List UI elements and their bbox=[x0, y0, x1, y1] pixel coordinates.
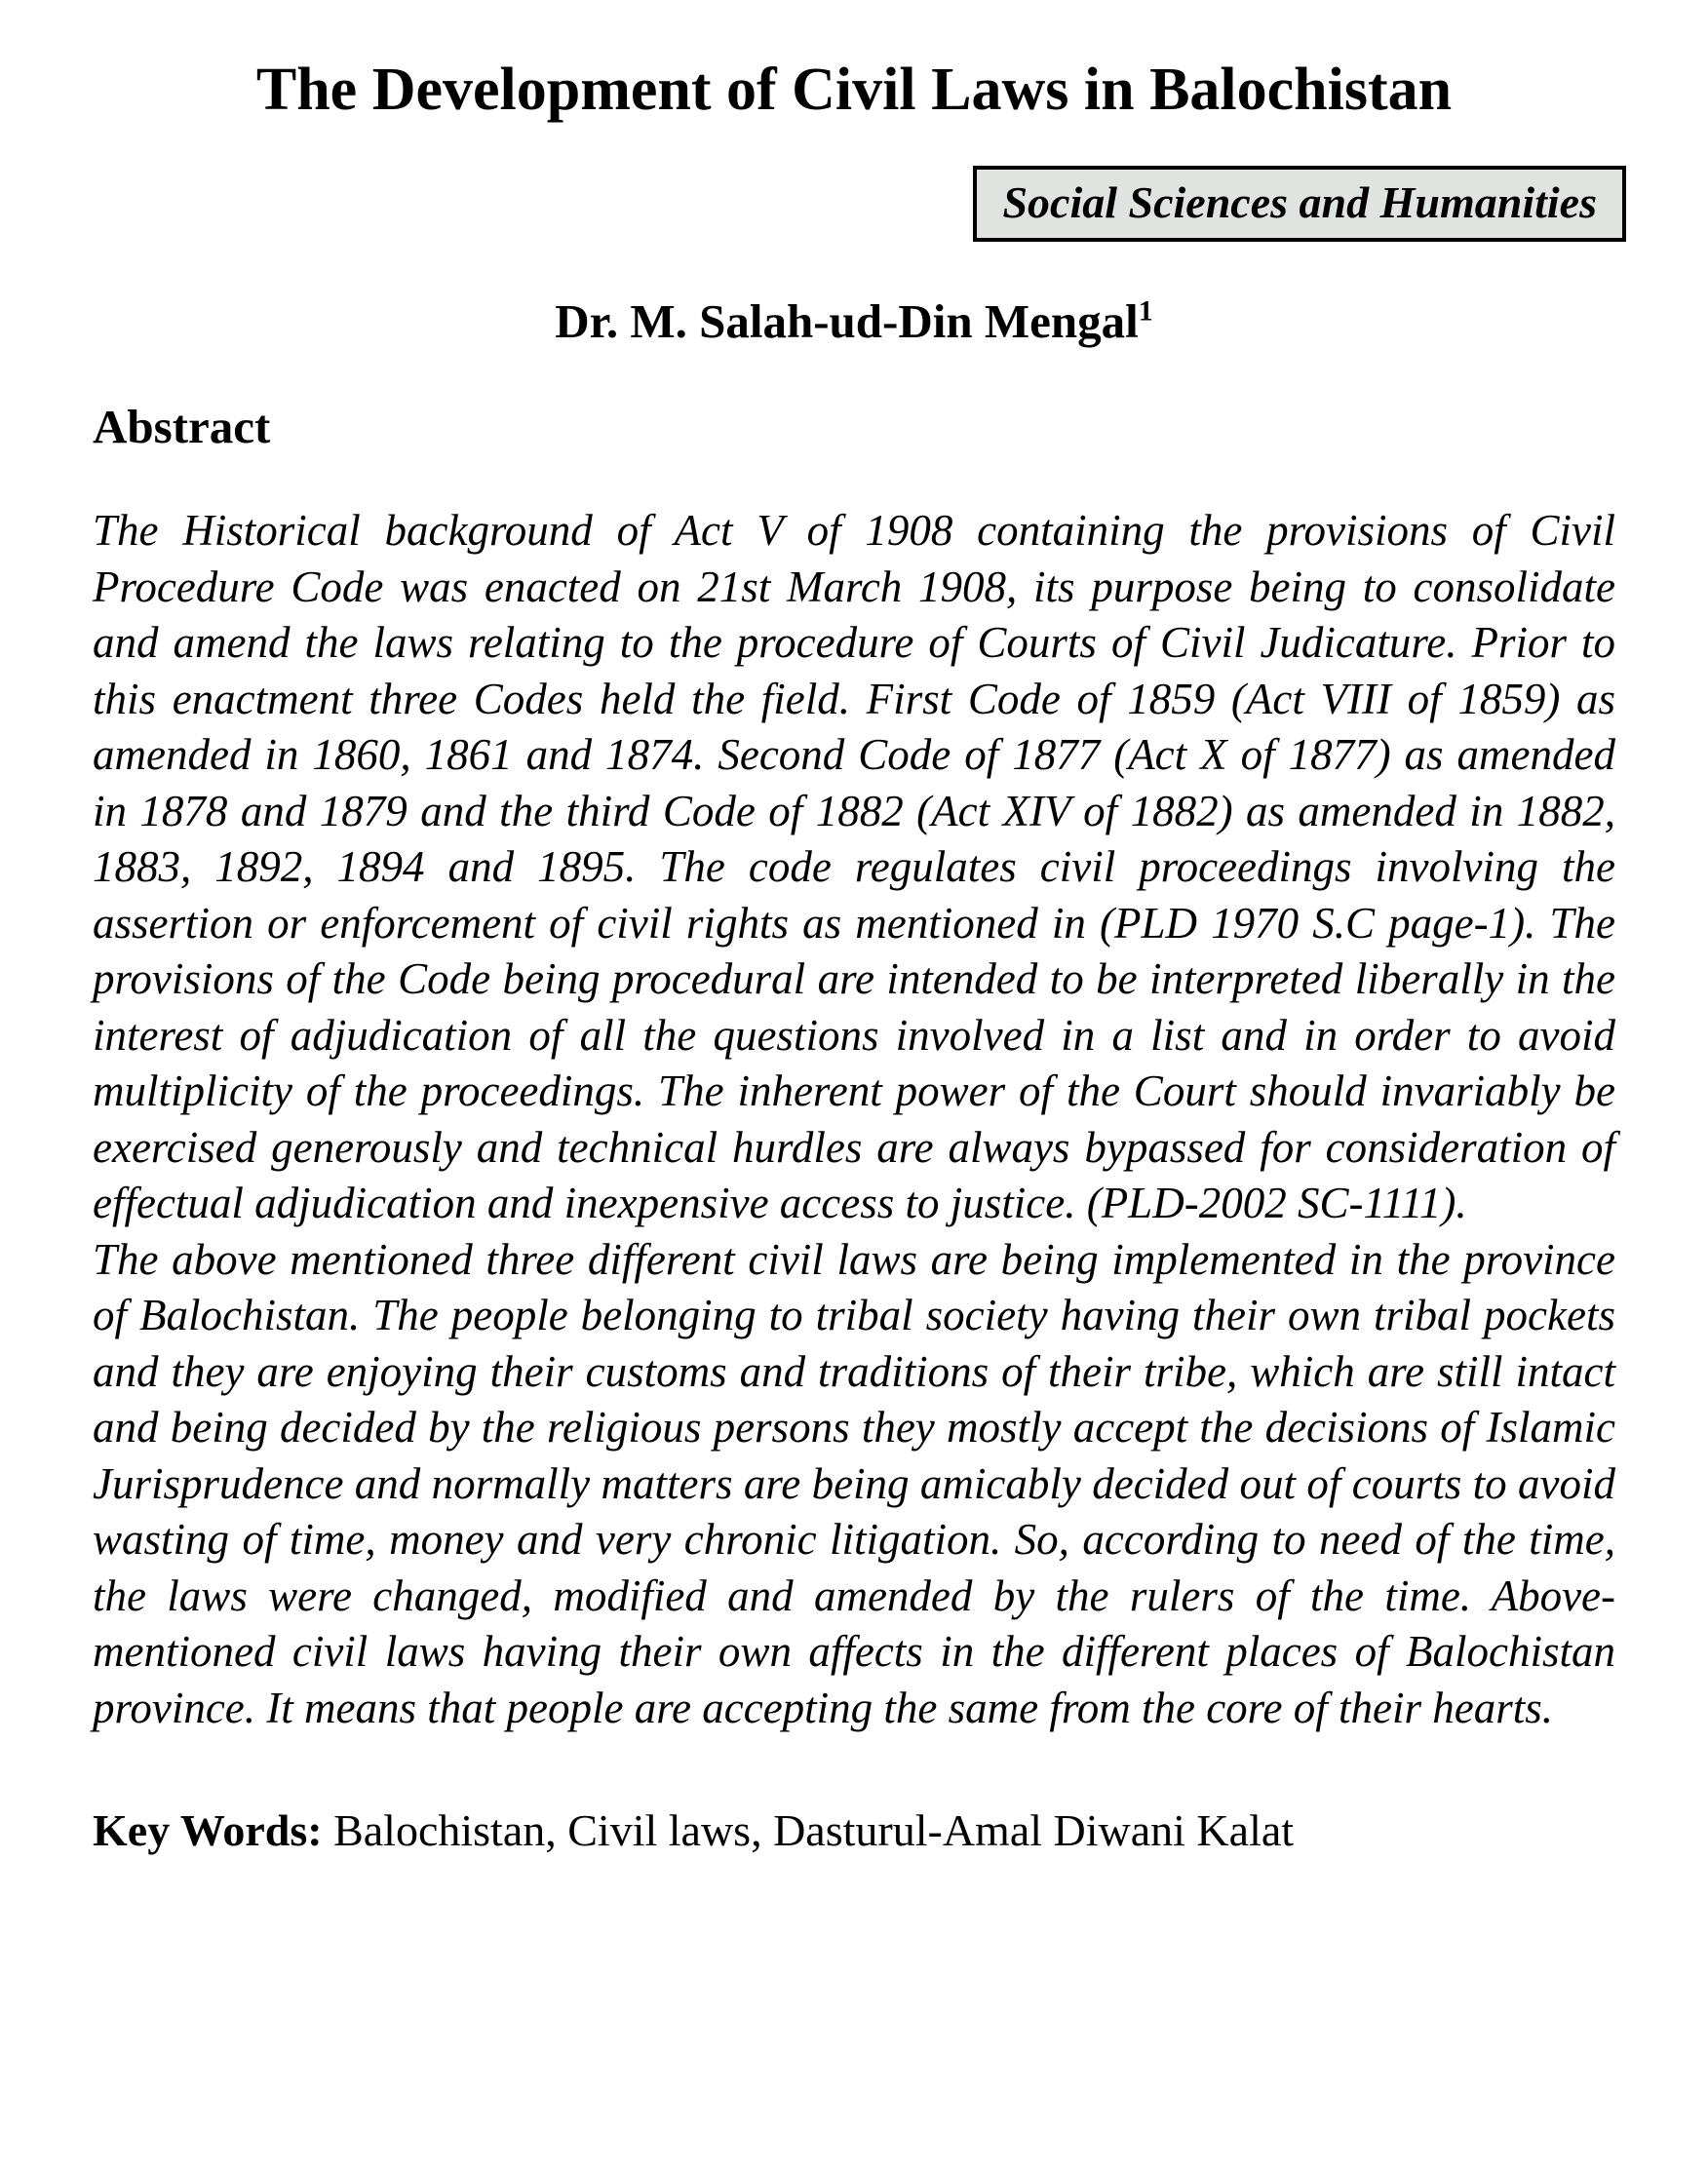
abstract-heading: Abstract bbox=[93, 400, 271, 453]
keywords-label: Key Words: bbox=[93, 1805, 323, 1855]
keywords-line bbox=[93, 1802, 1615, 1859]
abstract-paragraph-1: The Historical background of Act V of 1908 containing the provisions of Civil Procedure Code was enacted on 21st March 1908, its purpose being to consolidate and amend the laws relating to the procedure of Courts of Civil Judicature. Prior to this enactment three Codes held the field. First Code of 1859 (Act VIII of 1859) as amended in 1860, 1861 and 1874. Second Code of 1877 (Act X of 1877) as amended in 1878 and 1879 and the third Code of 1882 (Act XIV of 1882) as amended in 1882, 1883, 1892, 1894 and 1895. The code regulates civil proceedings involving the assertion or enforcement of civil rights as mentioned in (PLD 1970 S.C page-1). The provisions of the Code being procedural are intended to be interpreted liberally in the interest of adjudication of all the questions involved in a list and in order to avoid multiplicity of the proceedings. The inherent power of the Court should invariably be exercised generously and technical hurdles are always bypassed for consideration of effectual adjudication and inexpensive access to justice. (PLD-2002 SC-1111). bbox=[93, 506, 1615, 1227]
abstract-paragraph-2: The above mentioned three different civil laws are being implemented in the province of Balochistan. The people belonging to tribal society having their own tribal pockets and they are enjoying their customs and traditions of their tribe, which are still intact and being decided by the religious persons they mostly accept the decisions of Islamic Jurisprudence and normally matters are being amicably decided out of courts to avoid wasting of time, money and very chronic litigation. So, according to need of the time, the laws were changed, modified and amended by the rulers of the time. Above-mentioned civil laws having their own affects in the different places of Balochistan province. It means that people are accepting the same from the core of their hearts. bbox=[93, 1234, 1615, 1732]
author-name: Dr. M. Salah-ud-Din Mengal bbox=[555, 294, 1139, 348]
category-badge: Social Sciences and Humanities bbox=[973, 166, 1626, 242]
category-badge-row bbox=[93, 166, 1626, 242]
paper-title: The Development of Civil Laws in Balochistan bbox=[255, 57, 1453, 123]
keywords-value: Balochistan, Civil laws, Dasturul-Amal Diwani Kalat bbox=[322, 1805, 1295, 1855]
author-footnote-mark: 1 bbox=[1138, 294, 1153, 328]
author-line bbox=[93, 292, 1615, 351]
